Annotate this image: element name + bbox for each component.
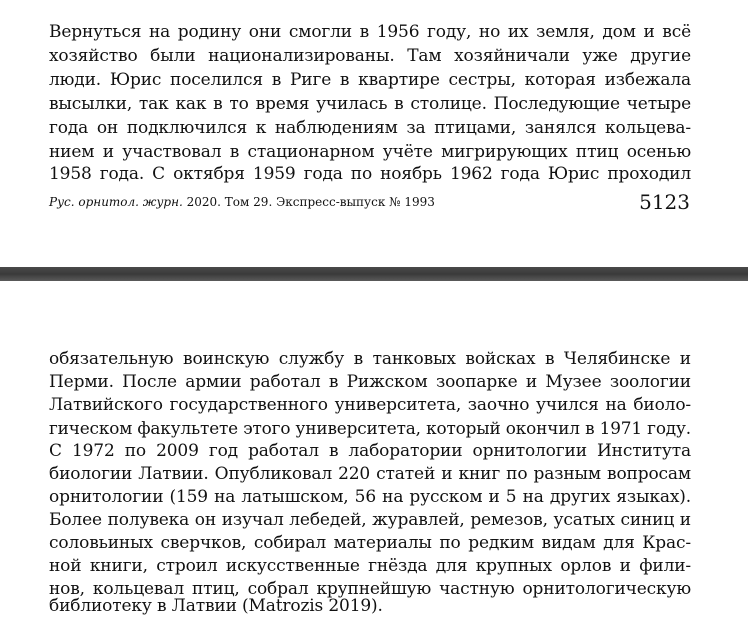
paragraph-line: обязательную воинскую службу в танковых войсках в Челябинске и — [49, 349, 691, 369]
paragraph-line: С 1972 по 2009 год работал в лаборатории орнитологии Института — [49, 441, 691, 461]
paragraph-line: хозяйство были национализированы. Там хозяйничали уже другие — [49, 46, 691, 66]
bottom-page — [0, 281, 748, 618]
paragraph-line: орнитологии (159 на латышском, 56 на русском и 5 на других языках). — [49, 487, 691, 507]
paragraph-line: люди. Юрис поселился в Риге в квартире сестры, которая избежала — [49, 70, 691, 90]
paragraph-line: нов, кольцевал птиц, собрал крупнейшую частную орнитологическую — [49, 579, 691, 599]
paragraph-line: 1958 года. С октября 1959 года по ноябрь 1962 года Юрис проходил — [49, 164, 691, 184]
journal-issue: 2020. Том 29. Экспресс-выпуск № 1993 — [182, 195, 435, 209]
paragraph-line: Латвийского государственного университета, заочно учился на биоло- — [49, 395, 691, 415]
paragraph-line: Более полувека он изучал лебедей, журавлей, ремезов, усатых синиц и — [49, 510, 691, 530]
top-page — [0, 0, 748, 267]
journal-name: Рус. орнитол. журн. — [49, 195, 183, 209]
journal-citation — [49, 194, 435, 210]
paragraph-line: библиотеку в Латвии (Matrozis 2019). — [49, 596, 383, 616]
paragraph-line: биологии Латвии. Опубликовал 220 статей и книг по разным вопросам — [49, 464, 691, 484]
paragraph-line: высылки, так как в то время училась в столице. Последующие четыре — [49, 94, 691, 114]
paragraph-line: Перми. После армии работал в Рижском зоопарке и Музее зоологии — [49, 372, 691, 392]
page-divider — [0, 267, 748, 281]
paragraph-line: ной книги, строил искусственные гнёзда для крупных орлов и фили- — [49, 556, 691, 576]
paragraph-line: соловьиных сверчков, собирал материалы по редким видам для Крас- — [49, 533, 691, 553]
paragraph-line: гическом факультете этого университета, который окончил в 1971 году. — [49, 418, 691, 438]
paragraph-line: Вернуться на родину они смогли в 1956 году, но их земля, дом и всё — [49, 22, 691, 42]
paragraph-line: нием и участвовал в стационарном учёте мигрирующих птиц осенью — [49, 142, 691, 162]
paragraph-line: года он подключился к наблюдениям за птицами, занялся кольцева- — [49, 118, 691, 138]
page-number: 5123 — [639, 190, 690, 214]
